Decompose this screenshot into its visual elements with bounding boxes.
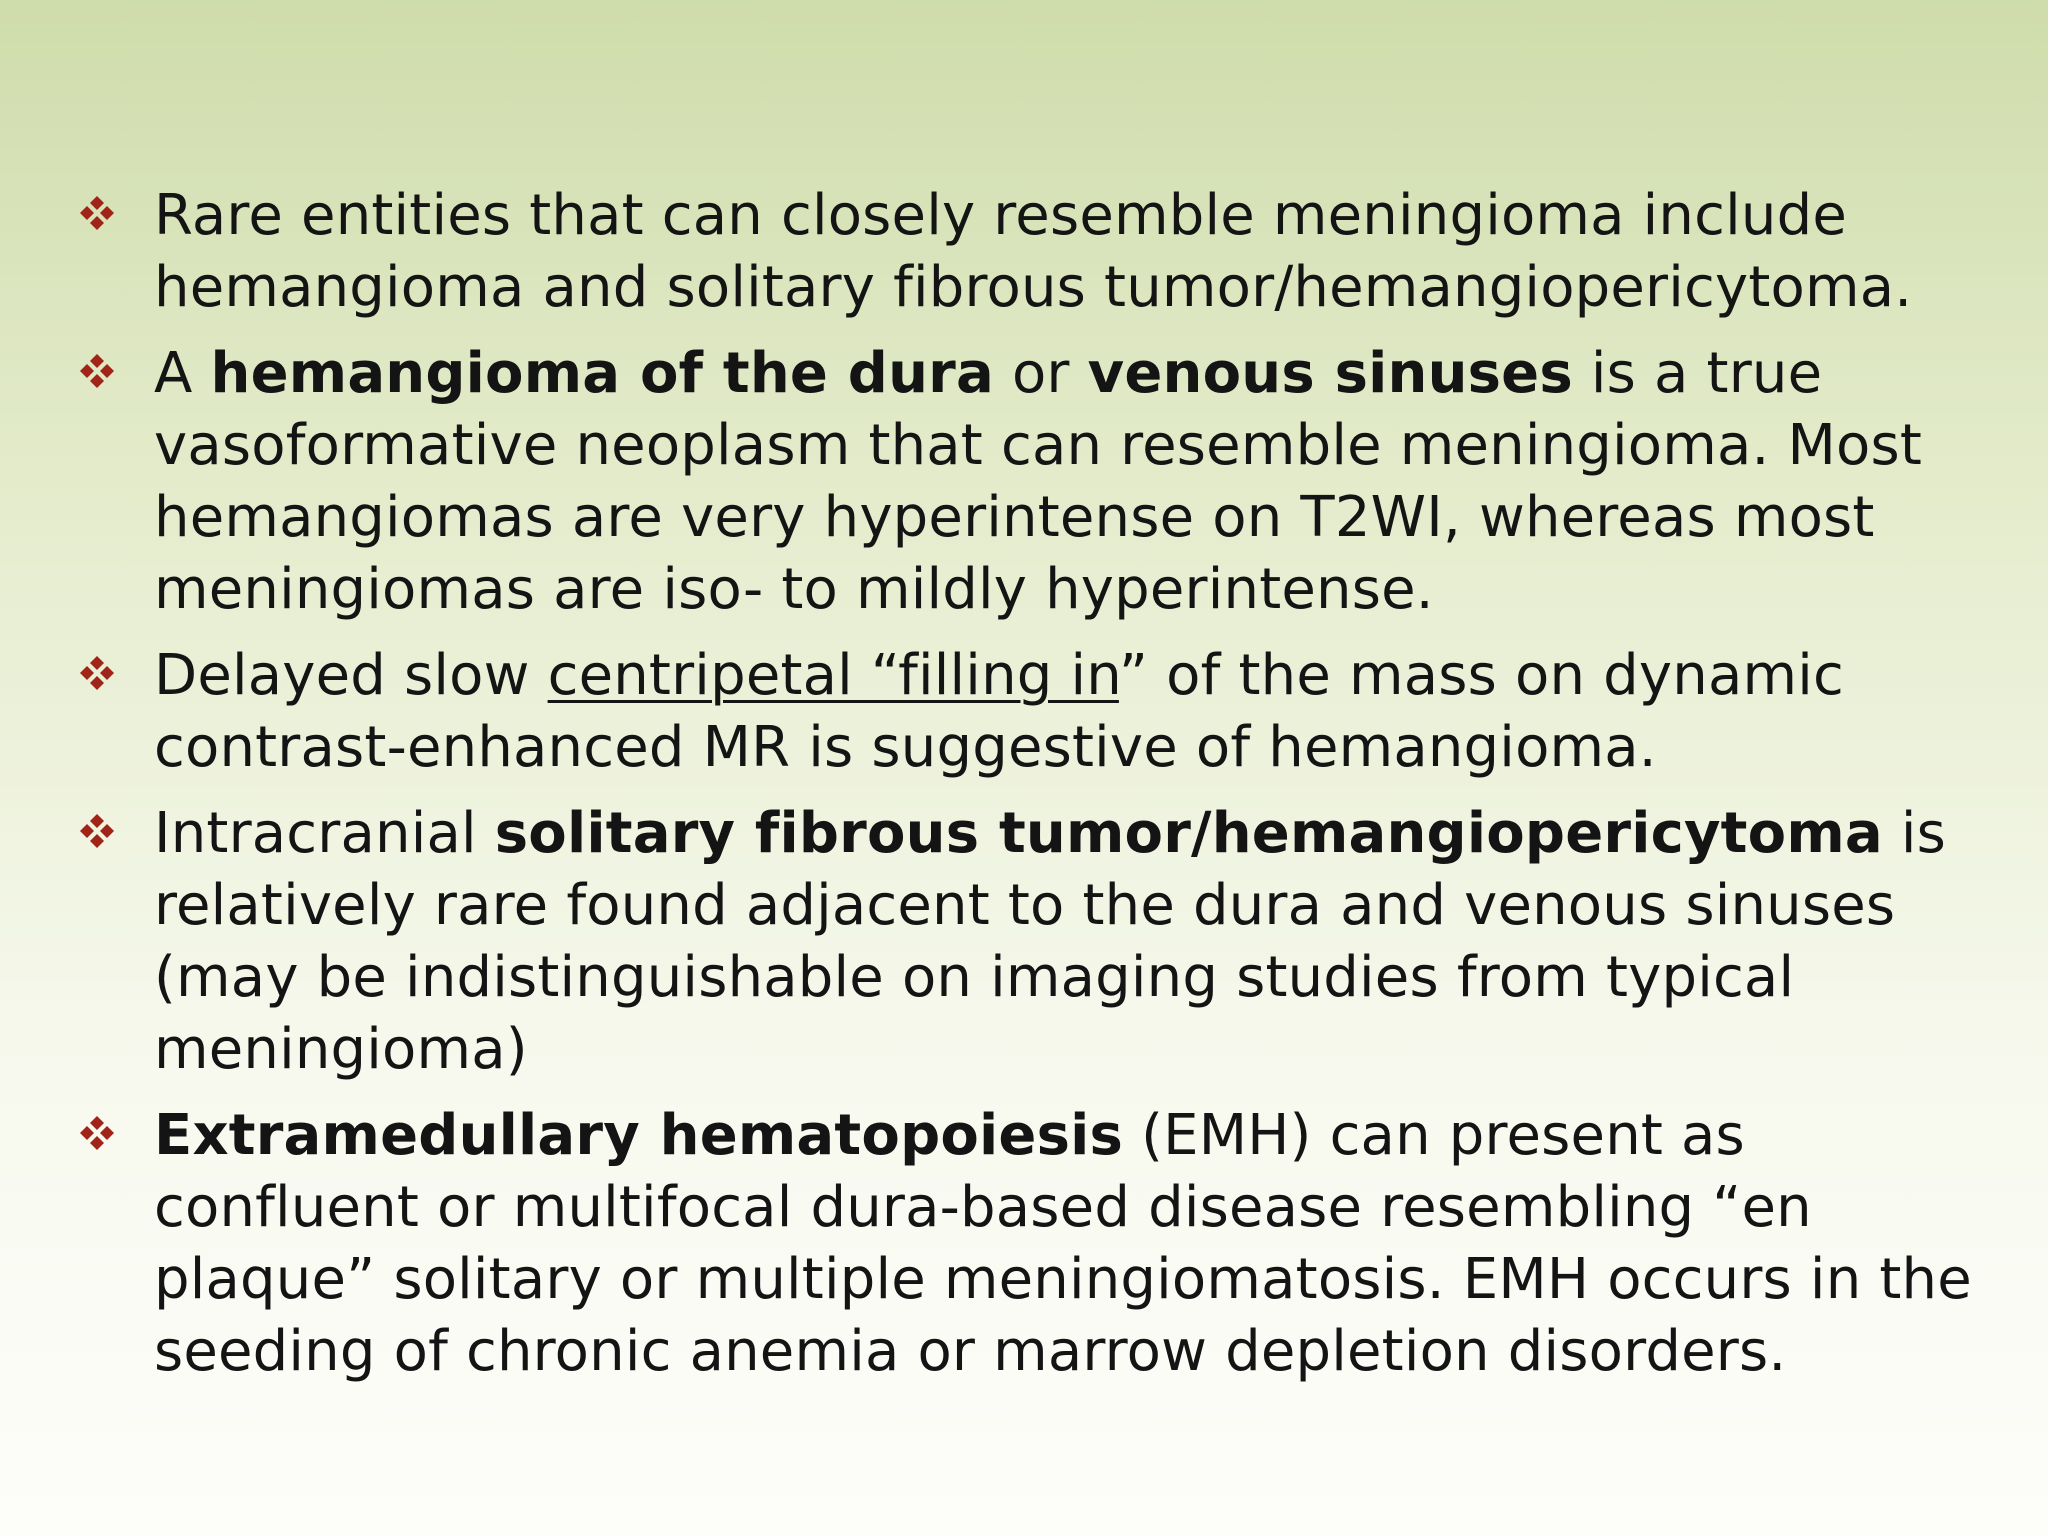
bullet-text-plain: Intracranial bbox=[154, 801, 495, 866]
bullet-text-plain: or bbox=[993, 341, 1088, 406]
bullet-item bbox=[78, 798, 1998, 1086]
four-diamond-bullet-icon bbox=[78, 812, 116, 850]
bullet-text-bold: Extramedullary hematopoiesis bbox=[154, 1103, 1124, 1168]
bullet-item bbox=[78, 338, 1998, 626]
bullet-text-underlined: centripetal “filling in bbox=[547, 643, 1119, 708]
bullet-list bbox=[78, 180, 1998, 1402]
bullet-text: Rare entities that can closely resemble meningioma include hemangioma and solitary fibrous tumor/hemangiopericytoma. bbox=[154, 183, 1913, 320]
bullet-text-plain: is relatively rare found adjacent to the dura and venous sinuses (may be indistinguishable on imaging studies from typical meningioma) bbox=[154, 801, 1947, 1082]
bullet-item bbox=[78, 640, 1998, 784]
four-diamond-bullet-icon bbox=[78, 194, 116, 232]
bullet-text-bold: solitary fibrous tumor/hemangiopericytoma bbox=[494, 801, 1883, 866]
bullet-text-plain: A bbox=[154, 341, 211, 406]
bullet-item bbox=[78, 180, 1998, 324]
four-diamond-bullet-icon bbox=[78, 1114, 116, 1152]
bullet-text-plain: (EMH) can present as confluent or multifocal dura-based disease resembling “en plaque” solitary or multiple meningiomatosis. EMH occurs in the seeding of chronic anemia or marrow depletion disorders. bbox=[154, 1103, 1972, 1384]
bullet-text-bold: hemangioma of the dura bbox=[210, 341, 994, 406]
bullet-text-plain: is a true vasoformative neoplasm that can resemble meningioma. Most hemangiomas are very hyperintense on T2WI, whereas most meningiomas are iso- to mildly hyperintense. bbox=[154, 341, 1923, 622]
four-diamond-bullet-icon bbox=[78, 352, 116, 390]
bullet-text-plain: ” of the mass on dynamic contrast-enhanced MR is suggestive of hemangioma. bbox=[154, 643, 1844, 780]
bullet-text-bold: venous sinuses bbox=[1087, 341, 1573, 406]
four-diamond-bullet-icon bbox=[78, 654, 116, 692]
bullet-item bbox=[78, 1100, 1998, 1388]
bullet-text-plain: Delayed slow bbox=[154, 643, 548, 708]
